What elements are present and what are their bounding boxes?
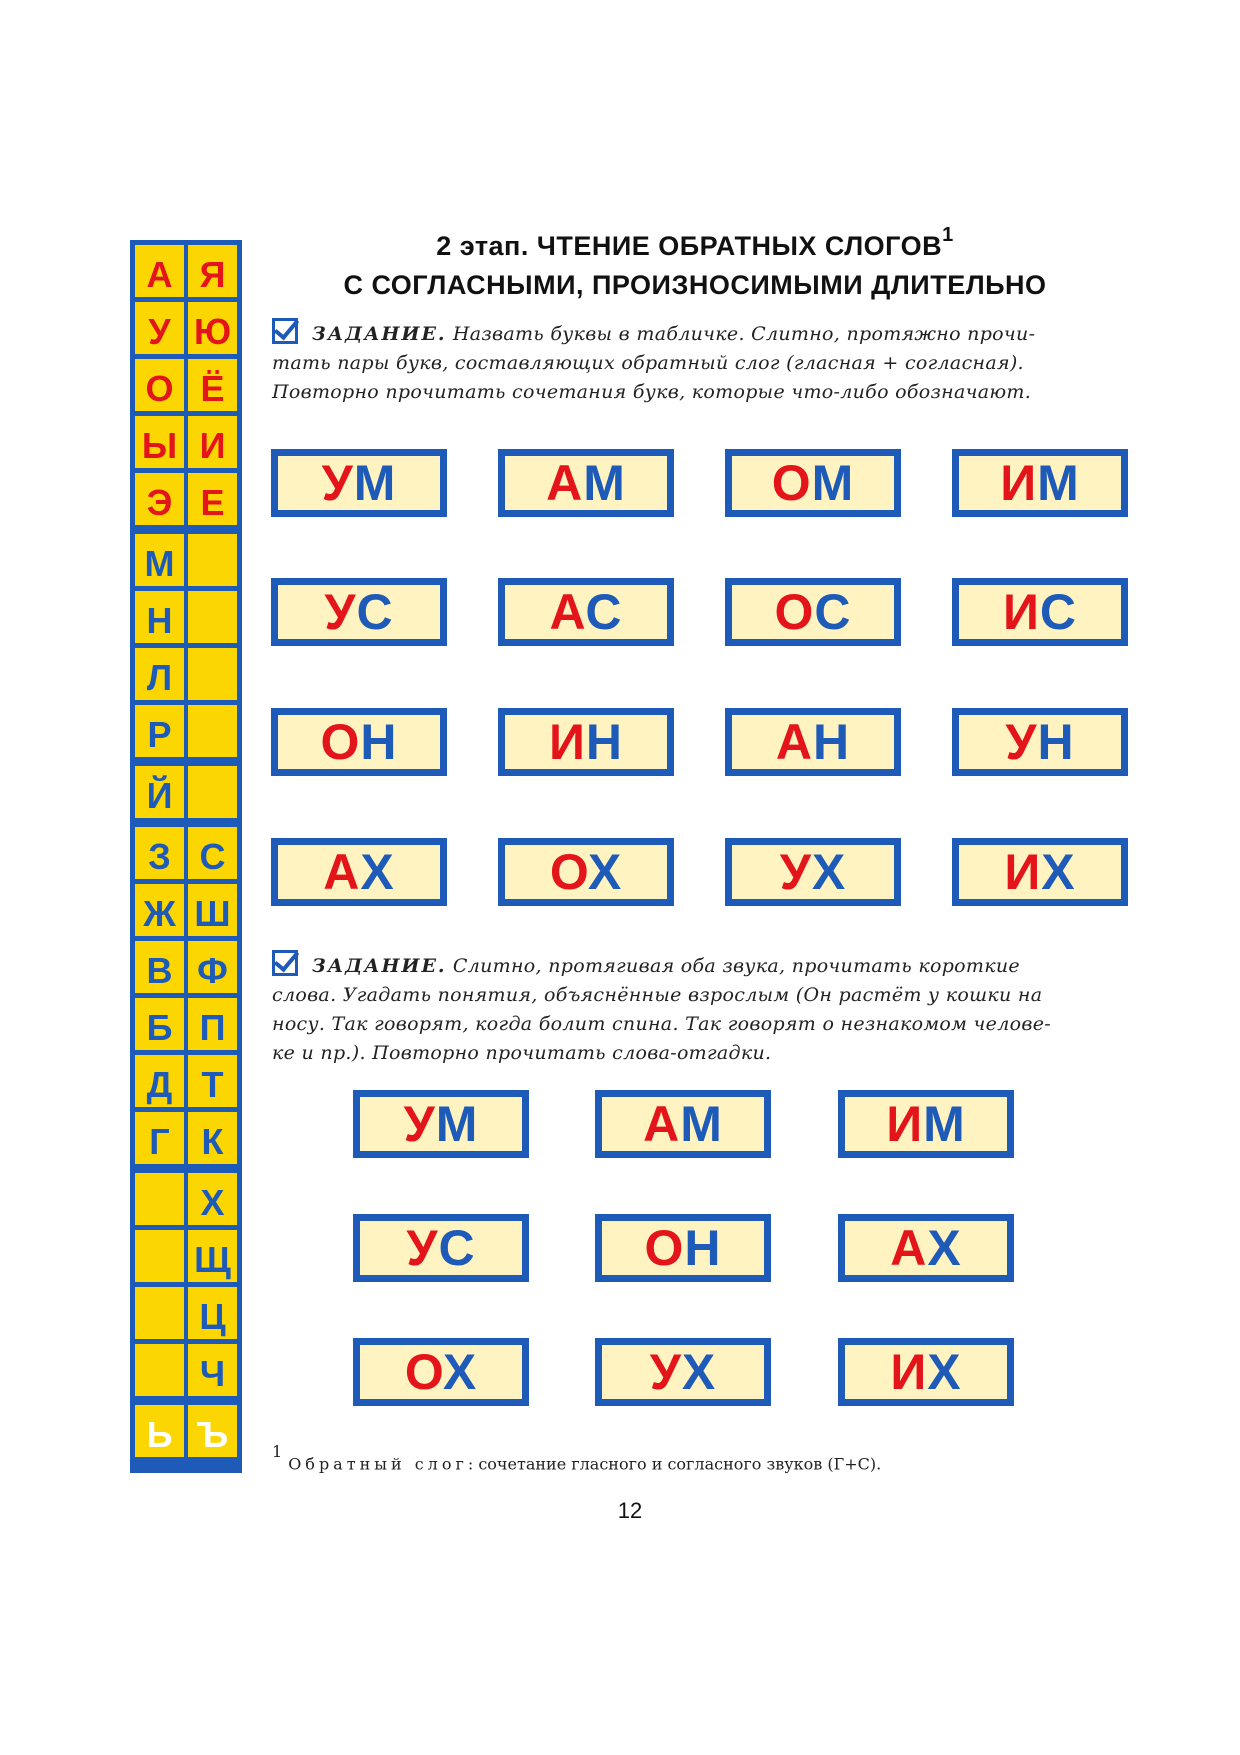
syllable-text: ИХ — [890, 1344, 962, 1400]
syllable-text: УМ — [321, 455, 397, 511]
alphabet-cell — [135, 1405, 184, 1457]
syllable-card — [952, 449, 1128, 517]
syllable-text: ОХ — [404, 1344, 478, 1400]
alphabet-letter: Ё — [200, 368, 225, 409]
syllable-card — [271, 578, 447, 646]
alphabet-cell — [135, 1230, 184, 1282]
alphabet-letter: Д — [146, 1064, 173, 1105]
alphabet-letter: С — [199, 836, 226, 877]
syllable-card — [952, 838, 1128, 906]
alphabet-cell — [135, 998, 184, 1050]
syllable-text: АХ — [890, 1220, 962, 1276]
syllable-card — [725, 838, 901, 906]
syllable-text: АМ — [643, 1096, 723, 1152]
alphabet-letter: И — [199, 425, 226, 466]
alphabet-letter: Б — [146, 1007, 173, 1048]
alphabet-cell — [188, 473, 237, 525]
syllable-text: ОС — [774, 584, 852, 640]
alphabet-cell — [135, 827, 184, 879]
alphabet-cell — [135, 416, 184, 468]
alphabet-cell — [135, 705, 184, 757]
task-1 — [272, 318, 1134, 407]
task-1-line-1: Назвать буквы в табличке. Слитно, протяжно прочи- — [452, 323, 1036, 345]
alphabet-cell — [135, 473, 184, 525]
syllable-text: УХ — [779, 844, 847, 900]
title-line-1: 2 этап. ЧТЕНИЕ ОБРАТНЫХ СЛОГОВ — [436, 231, 943, 261]
footnote-term: Обратный слог — [288, 1454, 468, 1474]
syllable-text: ИС — [1002, 584, 1078, 640]
alphabet-cell — [135, 591, 184, 643]
syllable-card — [952, 578, 1128, 646]
alphabet-letter: Ъ — [196, 1414, 229, 1455]
footnote — [272, 1442, 882, 1474]
alphabet-letter: Ж — [143, 893, 176, 934]
alphabet-cell — [188, 359, 237, 411]
alphabet-cell — [188, 1287, 237, 1339]
alphabet-letter: Я — [199, 254, 226, 295]
footnote-text: : сочетание гласного и согласного звуков (Г+С). — [467, 1454, 882, 1474]
alphabet-letter: Ю — [193, 311, 232, 352]
syllable-text: АН — [775, 714, 851, 770]
page-title — [270, 224, 1120, 262]
task-2-label: ЗАДАНИЕ. — [312, 955, 447, 977]
syllable-text: УХ — [649, 1344, 717, 1400]
alphabet-cell — [188, 416, 237, 468]
syllable-card — [952, 708, 1128, 776]
alphabet-cell — [135, 941, 184, 993]
task-2-line-4: ке и пр.). Повторно прочитать слова-отгадки. — [272, 1042, 772, 1064]
alphabet-cell — [188, 1055, 237, 1107]
syllable-text: ИМ — [1000, 455, 1080, 511]
alphabet-letter: Ь — [146, 1414, 173, 1455]
alphabet-letter: Х — [200, 1182, 225, 1223]
syllable-card — [353, 1090, 529, 1158]
alphabet-cell — [135, 359, 184, 411]
syllable-card — [271, 708, 447, 776]
syllable-card — [595, 1338, 771, 1406]
alphabet-cell — [188, 591, 237, 643]
syllable-card — [353, 1214, 529, 1282]
alphabet-letter: Л — [146, 657, 173, 698]
task-2 — [272, 950, 1134, 1068]
page-number: 12 — [617, 1498, 643, 1523]
alphabet-letter: Е — [200, 482, 225, 523]
syllable-text: ОН — [644, 1220, 722, 1276]
footnote-mark: 1 — [272, 1442, 283, 1461]
alphabet-cell — [188, 827, 237, 879]
alphabet-cell — [135, 884, 184, 936]
syllable-card — [498, 838, 674, 906]
syllable-text: АС — [549, 584, 623, 640]
alphabet-letter: У — [148, 311, 171, 352]
syllable-card — [595, 1090, 771, 1158]
alphabet-letter: Ц — [199, 1296, 226, 1337]
alphabet-cell — [188, 998, 237, 1050]
syllable-card — [838, 1214, 1014, 1282]
syllable-text: УМ — [403, 1096, 479, 1152]
syllable-text: ИХ — [1004, 844, 1076, 900]
syllable-text: АХ — [323, 844, 395, 900]
syllable-card — [271, 449, 447, 517]
alphabet-letter: О — [145, 368, 174, 409]
syllable-text: АМ — [546, 455, 626, 511]
alphabet-letter: Ф — [197, 950, 228, 991]
task-2-line-3: носу. Так говорят, когда болит спина. Так говорят о незнакомом челове- — [272, 1013, 1051, 1035]
syllable-card — [498, 708, 674, 776]
task-2-line-2: слова. Угадать понятия, объяснённые взрослым (Он растёт у кошки на — [272, 984, 1043, 1006]
alphabet-letter: А — [146, 254, 173, 295]
alphabet-letter: Щ — [194, 1239, 231, 1280]
alphabet-cell — [135, 1287, 184, 1339]
checkbox-icon — [272, 318, 298, 344]
syllable-text: ОМ — [771, 455, 855, 511]
alphabet-cell — [135, 1344, 184, 1396]
alphabet-cell — [188, 1344, 237, 1396]
alphabet-cell — [135, 1112, 184, 1164]
alphabet-letter: Р — [147, 714, 172, 755]
alphabet-cell — [135, 245, 184, 297]
task-1-line-3: Повторно прочитать сочетания букв, которые что-либо обозначают. — [272, 381, 1032, 403]
alphabet-cell — [188, 648, 237, 700]
alphabet-letter: Т — [201, 1064, 224, 1105]
alphabet-cell — [135, 766, 184, 818]
alphabet-letter: Ш — [194, 893, 231, 934]
syllable-card — [498, 578, 674, 646]
alphabet-cell — [135, 302, 184, 354]
syllable-card — [725, 449, 901, 517]
alphabet-letter: Э — [146, 482, 173, 523]
syllable-card — [725, 578, 901, 646]
alphabet-cell — [135, 1173, 184, 1225]
syllable-card — [725, 708, 901, 776]
alphabet-cell — [188, 1405, 237, 1457]
syllable-text: ИН — [548, 714, 624, 770]
alphabet-letter: М — [144, 543, 175, 584]
syllable-card — [838, 1338, 1014, 1406]
syllable-text: УС — [406, 1220, 476, 1276]
alphabet-letter: В — [146, 950, 173, 991]
alphabet-letter: П — [199, 1007, 226, 1048]
alphabet-letter: К — [201, 1121, 224, 1162]
syllable-card — [353, 1338, 529, 1406]
alphabet-cell — [188, 302, 237, 354]
alphabet-cell — [135, 1055, 184, 1107]
syllable-card — [498, 449, 674, 517]
syllable-text: ОН — [320, 714, 398, 770]
alphabet-letter: З — [148, 836, 171, 877]
task-2-line-1: Слитно, протягивая оба звука, прочитать короткие — [452, 955, 1020, 977]
alphabet-strip — [130, 240, 242, 1473]
alphabet-cell — [188, 941, 237, 993]
syllable-card — [595, 1214, 771, 1282]
task-1-line-2: тать пары букв, составляющих обратный слог (гласная + согласная). — [272, 352, 1024, 374]
alphabet-letter: Г — [149, 1121, 170, 1162]
title-line-2: С СОГЛАСНЫМИ, ПРОИЗНОСИМЫМИ ДЛИТЕЛЬНО — [343, 270, 1047, 300]
alphabet-cell — [188, 1230, 237, 1282]
alphabet-letter: Ч — [199, 1353, 226, 1394]
alphabet-cell — [188, 534, 237, 586]
syllable-text: ИМ — [886, 1096, 966, 1152]
alphabet-cell — [135, 534, 184, 586]
alphabet-cell — [188, 705, 237, 757]
syllable-card — [271, 838, 447, 906]
alphabet-cell — [188, 1173, 237, 1225]
alphabet-cell — [188, 766, 237, 818]
alphabet-cell — [188, 1112, 237, 1164]
alphabet-letter: Ы — [141, 425, 178, 466]
alphabet-cell — [188, 884, 237, 936]
task-1-label: ЗАДАНИЕ. — [312, 323, 447, 345]
syllable-card — [838, 1090, 1014, 1158]
title-footnote-mark: 1 — [942, 224, 954, 246]
syllable-text: ОХ — [549, 844, 623, 900]
checkbox-icon — [272, 950, 298, 976]
alphabet-letter: Н — [146, 600, 173, 641]
syllable-text: УН — [1005, 714, 1075, 770]
syllable-text: УС — [324, 584, 394, 640]
alphabet-cell — [188, 245, 237, 297]
alphabet-cell — [135, 648, 184, 700]
page-subtitle — [270, 270, 1120, 301]
alphabet-letter: Й — [146, 775, 173, 816]
